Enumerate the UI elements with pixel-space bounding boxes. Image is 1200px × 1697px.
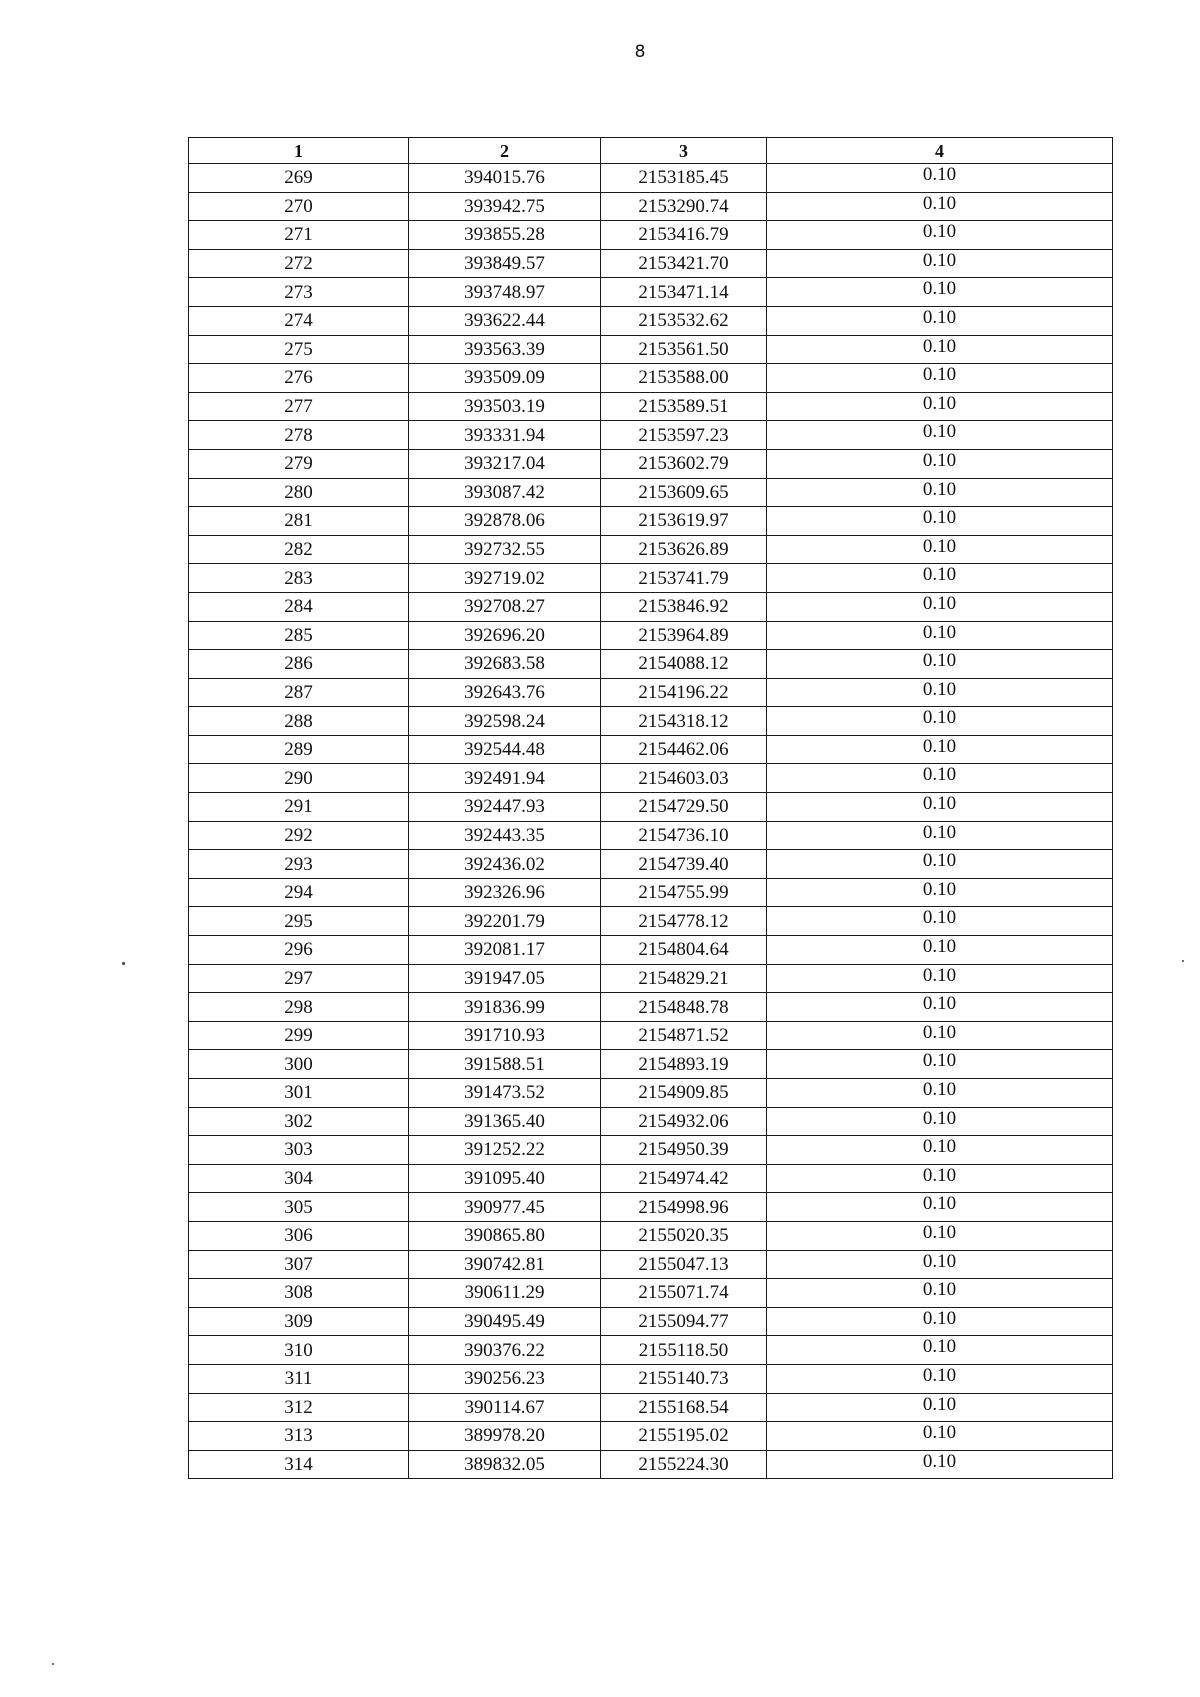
table-cell-col4: 0.10 xyxy=(767,678,1113,707)
table-cell-col2: 393622.44 xyxy=(409,306,601,335)
table-cell-col1: 269 xyxy=(189,164,409,193)
table-cell-col1: 290 xyxy=(189,764,409,793)
table-cell-col2: 389978.20 xyxy=(409,1422,601,1451)
table-row xyxy=(189,1393,1113,1422)
table-row xyxy=(189,221,1113,250)
table-row xyxy=(189,278,1113,307)
table-cell-col4: 0.10 xyxy=(767,735,1113,764)
table-cell-col4: 0.10 xyxy=(767,1279,1113,1308)
table-row xyxy=(189,249,1113,278)
table-row xyxy=(189,1107,1113,1136)
table-cell-col2: 391365.40 xyxy=(409,1107,601,1136)
table-cell-col4: 0.10 xyxy=(767,1021,1113,1050)
table-cell-col4: 0.10 xyxy=(767,392,1113,421)
table-row xyxy=(189,335,1113,364)
table-cell-col2: 390376.22 xyxy=(409,1336,601,1365)
table-cell-col1: 305 xyxy=(189,1193,409,1222)
table-row xyxy=(189,478,1113,507)
table-cell-col3: 2154974.42 xyxy=(601,1164,767,1193)
table-cell-col3: 2153185.45 xyxy=(601,164,767,193)
table-cell-col3: 2154462.06 xyxy=(601,735,767,764)
table-cell-col2: 393509.09 xyxy=(409,364,601,393)
table-row xyxy=(189,1193,1113,1222)
table-cell-col1: 295 xyxy=(189,907,409,936)
table-cell-col1: 304 xyxy=(189,1164,409,1193)
table-cell-col4: 0.10 xyxy=(767,564,1113,593)
table-cell-col1: 278 xyxy=(189,421,409,450)
table-cell-col4: 0.10 xyxy=(767,535,1113,564)
table-cell-col4: 0.10 xyxy=(767,707,1113,736)
table-row xyxy=(189,878,1113,907)
table-cell-col1: 314 xyxy=(189,1450,409,1479)
table-cell-col1: 313 xyxy=(189,1422,409,1451)
table-cell-col1: 275 xyxy=(189,335,409,364)
table-cell-col2: 391947.05 xyxy=(409,964,601,993)
table-cell-col4: 0.10 xyxy=(767,192,1113,221)
table-cell-col2: 390977.45 xyxy=(409,1193,601,1222)
table-cell-col1: 286 xyxy=(189,650,409,679)
table-cell-col3: 2155047.13 xyxy=(601,1250,767,1279)
table-cell-col4: 0.10 xyxy=(767,793,1113,822)
table-cell-col1: 273 xyxy=(189,278,409,307)
table-row xyxy=(189,907,1113,936)
table-row xyxy=(189,392,1113,421)
table-cell-col1: 274 xyxy=(189,306,409,335)
table-cell-col2: 390256.23 xyxy=(409,1364,601,1393)
table-cell-col1: 284 xyxy=(189,592,409,621)
table-cell-col3: 2153964.89 xyxy=(601,621,767,650)
table-cell-col1: 288 xyxy=(189,707,409,736)
table-cell-col4: 0.10 xyxy=(767,907,1113,936)
table-cell-col3: 2154778.12 xyxy=(601,907,767,936)
table-cell-col1: 272 xyxy=(189,249,409,278)
table-cell-col3: 2154950.39 xyxy=(601,1136,767,1165)
table-cell-col4: 0.10 xyxy=(767,1136,1113,1165)
table-cell-col4: 0.10 xyxy=(767,1364,1113,1393)
table-row xyxy=(189,964,1113,993)
table-cell-col2: 392708.27 xyxy=(409,592,601,621)
table-cell-col1: 289 xyxy=(189,735,409,764)
table-cell-col3: 2153421.70 xyxy=(601,249,767,278)
table-cell-col2: 393748.97 xyxy=(409,278,601,307)
table-cell-col3: 2155195.02 xyxy=(601,1422,767,1451)
column-header-1: 1 xyxy=(189,138,409,164)
table-header-row xyxy=(189,138,1113,164)
table-cell-col4: 0.10 xyxy=(767,1193,1113,1222)
table-cell-col3: 2153416.79 xyxy=(601,221,767,250)
table-cell-col4: 0.10 xyxy=(767,592,1113,621)
table-cell-col4: 0.10 xyxy=(767,650,1113,679)
table-row xyxy=(189,707,1113,736)
table-cell-col1: 282 xyxy=(189,535,409,564)
column-header-2: 2 xyxy=(409,138,601,164)
coordinates-table xyxy=(188,137,1113,1479)
table-cell-col1: 308 xyxy=(189,1279,409,1308)
table-cell-col1: 300 xyxy=(189,1050,409,1079)
table-cell-col2: 394015.76 xyxy=(409,164,601,193)
table-cell-col4: 0.10 xyxy=(767,1221,1113,1250)
table-cell-col2: 392683.58 xyxy=(409,650,601,679)
table-cell-col4: 0.10 xyxy=(767,821,1113,850)
table-cell-col3: 2154804.64 xyxy=(601,936,767,965)
table-cell-col3: 2155168.54 xyxy=(601,1393,767,1422)
table-cell-col1: 312 xyxy=(189,1393,409,1422)
table-cell-col1: 311 xyxy=(189,1364,409,1393)
table-cell-col3: 2153589.51 xyxy=(601,392,767,421)
table-row xyxy=(189,535,1113,564)
table-cell-col2: 393217.04 xyxy=(409,449,601,478)
table-cell-col3: 2154932.06 xyxy=(601,1107,767,1136)
table-cell-col3: 2154736.10 xyxy=(601,821,767,850)
table-body xyxy=(189,164,1113,1479)
table-cell-col4: 0.10 xyxy=(767,335,1113,364)
table-cell-col3: 2154729.50 xyxy=(601,793,767,822)
page-number: 8 xyxy=(634,42,646,62)
table-cell-col3: 2154088.12 xyxy=(601,650,767,679)
table-cell-col4: 0.10 xyxy=(767,1050,1113,1079)
table-row xyxy=(189,936,1113,965)
table-row xyxy=(189,1336,1113,1365)
table-row xyxy=(189,850,1113,879)
table-cell-col2: 392544.48 xyxy=(409,735,601,764)
table-cell-col1: 271 xyxy=(189,221,409,250)
table-cell-col4: 0.10 xyxy=(767,993,1113,1022)
table-cell-col4: 0.10 xyxy=(767,1250,1113,1279)
table-cell-col3: 2154998.96 xyxy=(601,1193,767,1222)
table-cell-col4: 0.10 xyxy=(767,306,1113,335)
table-cell-col3: 2154893.19 xyxy=(601,1050,767,1079)
table-cell-col3: 2154829.21 xyxy=(601,964,767,993)
table-cell-col3: 2155140.73 xyxy=(601,1364,767,1393)
table-cell-col4: 0.10 xyxy=(767,1393,1113,1422)
table-cell-col4: 0.10 xyxy=(767,1079,1113,1108)
table-cell-col4: 0.10 xyxy=(767,1450,1113,1479)
table-cell-col2: 392201.79 xyxy=(409,907,601,936)
table-row xyxy=(189,1050,1113,1079)
table-cell-col1: 309 xyxy=(189,1307,409,1336)
table-cell-col2: 393563.39 xyxy=(409,335,601,364)
table-row xyxy=(189,764,1113,793)
table-cell-col2: 390114.67 xyxy=(409,1393,601,1422)
table-row xyxy=(189,793,1113,822)
table-cell-col3: 2155020.35 xyxy=(601,1221,767,1250)
table-cell-col1: 306 xyxy=(189,1221,409,1250)
table-cell-col3: 2154603.03 xyxy=(601,764,767,793)
table-row xyxy=(189,164,1113,193)
table-cell-col2: 392491.94 xyxy=(409,764,601,793)
table-row xyxy=(189,449,1113,478)
table-row xyxy=(189,306,1113,335)
table-row xyxy=(189,1079,1113,1108)
table-cell-col1: 281 xyxy=(189,507,409,536)
table-cell-col2: 392643.76 xyxy=(409,678,601,707)
table-row xyxy=(189,1250,1113,1279)
table-cell-col2: 391473.52 xyxy=(409,1079,601,1108)
table-cell-col1: 297 xyxy=(189,964,409,993)
table-row xyxy=(189,1422,1113,1451)
table-cell-col3: 2153471.14 xyxy=(601,278,767,307)
table-cell-col4: 0.10 xyxy=(767,1336,1113,1365)
table-cell-col3: 2153609.65 xyxy=(601,478,767,507)
table-row xyxy=(189,1221,1113,1250)
table-cell-col1: 283 xyxy=(189,564,409,593)
scan-speck xyxy=(52,1663,54,1665)
table-cell-col3: 2153602.79 xyxy=(601,449,767,478)
table-row xyxy=(189,621,1113,650)
table-cell-col4: 0.10 xyxy=(767,478,1113,507)
table-cell-col3: 2154755.99 xyxy=(601,878,767,907)
table-row xyxy=(189,592,1113,621)
table-cell-col2: 391095.40 xyxy=(409,1164,601,1193)
table-cell-col2: 391588.51 xyxy=(409,1050,601,1079)
table-cell-col1: 292 xyxy=(189,821,409,850)
table-cell-col2: 393331.94 xyxy=(409,421,601,450)
table-cell-col1: 280 xyxy=(189,478,409,507)
table-cell-col2: 391252.22 xyxy=(409,1136,601,1165)
table-cell-col2: 392443.35 xyxy=(409,821,601,850)
table-row xyxy=(189,1279,1113,1308)
table-cell-col1: 294 xyxy=(189,878,409,907)
table-cell-col2: 393849.57 xyxy=(409,249,601,278)
table-cell-col4: 0.10 xyxy=(767,364,1113,393)
table-cell-col3: 2153626.89 xyxy=(601,535,767,564)
table-cell-col3: 2154848.78 xyxy=(601,993,767,1022)
table-cell-col4: 0.10 xyxy=(767,764,1113,793)
table-cell-col3: 2153532.62 xyxy=(601,306,767,335)
table-cell-col4: 0.10 xyxy=(767,221,1113,250)
table-cell-col1: 296 xyxy=(189,936,409,965)
table-cell-col1: 299 xyxy=(189,1021,409,1050)
table-row xyxy=(189,735,1113,764)
table-cell-col2: 392447.93 xyxy=(409,793,601,822)
table-cell-col1: 298 xyxy=(189,993,409,1022)
table-cell-col2: 393942.75 xyxy=(409,192,601,221)
table-cell-col1: 307 xyxy=(189,1250,409,1279)
table-cell-col2: 392436.02 xyxy=(409,850,601,879)
table-row xyxy=(189,192,1113,221)
table-row xyxy=(189,821,1113,850)
table-cell-col2: 392696.20 xyxy=(409,621,601,650)
table-cell-col2: 390742.81 xyxy=(409,1250,601,1279)
table-cell-col3: 2155118.50 xyxy=(601,1336,767,1365)
table-cell-col2: 390495.49 xyxy=(409,1307,601,1336)
table-cell-col3: 2154739.40 xyxy=(601,850,767,879)
table-cell-col3: 2154871.52 xyxy=(601,1021,767,1050)
table-cell-col4: 0.10 xyxy=(767,964,1113,993)
table-cell-col4: 0.10 xyxy=(767,1307,1113,1336)
table-cell-col2: 390865.80 xyxy=(409,1221,601,1250)
table-cell-col3: 2153741.79 xyxy=(601,564,767,593)
table-cell-col1: 285 xyxy=(189,621,409,650)
table-cell-col1: 291 xyxy=(189,793,409,822)
table-cell-col4: 0.10 xyxy=(767,1422,1113,1451)
table-cell-col2: 393087.42 xyxy=(409,478,601,507)
table-cell-col4: 0.10 xyxy=(767,621,1113,650)
table-cell-col1: 293 xyxy=(189,850,409,879)
table-cell-col1: 301 xyxy=(189,1079,409,1108)
table-row xyxy=(189,564,1113,593)
scan-speck xyxy=(122,962,125,965)
table-cell-col4: 0.10 xyxy=(767,878,1113,907)
table-cell-col4: 0.10 xyxy=(767,850,1113,879)
table-cell-col1: 303 xyxy=(189,1136,409,1165)
table-cell-col4: 0.10 xyxy=(767,507,1113,536)
table-cell-col2: 392732.55 xyxy=(409,535,601,564)
table-row xyxy=(189,1021,1113,1050)
table-cell-col4: 0.10 xyxy=(767,936,1113,965)
table-row xyxy=(189,993,1113,1022)
table-cell-col3: 2154318.12 xyxy=(601,707,767,736)
table-cell-col4: 0.10 xyxy=(767,421,1113,450)
table-cell-col1: 277 xyxy=(189,392,409,421)
table-cell-col2: 392081.17 xyxy=(409,936,601,965)
table-row xyxy=(189,507,1113,536)
column-header-3: 3 xyxy=(601,138,767,164)
table-cell-col1: 276 xyxy=(189,364,409,393)
table-cell-col4: 0.10 xyxy=(767,1164,1113,1193)
table-row xyxy=(189,678,1113,707)
table-cell-col3: 2153619.97 xyxy=(601,507,767,536)
table-row xyxy=(189,421,1113,450)
table-cell-col2: 391836.99 xyxy=(409,993,601,1022)
scan-speck xyxy=(1182,960,1184,962)
table-cell-col3: 2155224.30 xyxy=(601,1450,767,1479)
table-cell-col2: 392598.24 xyxy=(409,707,601,736)
table-cell-col1: 302 xyxy=(189,1107,409,1136)
table-cell-col3: 2155094.77 xyxy=(601,1307,767,1336)
table-cell-col4: 0.10 xyxy=(767,164,1113,193)
table-cell-col3: 2154196.22 xyxy=(601,678,767,707)
table-cell-col2: 393855.28 xyxy=(409,221,601,250)
table-cell-col3: 2153588.00 xyxy=(601,364,767,393)
table-cell-col1: 270 xyxy=(189,192,409,221)
table-row xyxy=(189,1307,1113,1336)
table-cell-col4: 0.10 xyxy=(767,249,1113,278)
table-cell-col2: 392719.02 xyxy=(409,564,601,593)
table-row xyxy=(189,650,1113,679)
table-row xyxy=(189,1164,1113,1193)
table-cell-col3: 2155071.74 xyxy=(601,1279,767,1308)
table-row xyxy=(189,1450,1113,1479)
table-cell-col2: 390611.29 xyxy=(409,1279,601,1308)
table-cell-col1: 310 xyxy=(189,1336,409,1365)
table-cell-col4: 0.10 xyxy=(767,1107,1113,1136)
table-cell-col3: 2153597.23 xyxy=(601,421,767,450)
table-row xyxy=(189,1136,1113,1165)
table-cell-col2: 393503.19 xyxy=(409,392,601,421)
table-cell-col3: 2153290.74 xyxy=(601,192,767,221)
table-row xyxy=(189,1364,1113,1393)
table-cell-col2: 391710.93 xyxy=(409,1021,601,1050)
table-cell-col4: 0.10 xyxy=(767,449,1113,478)
table-cell-col3: 2153846.92 xyxy=(601,592,767,621)
table-cell-col2: 392326.96 xyxy=(409,878,601,907)
table-cell-col4: 0.10 xyxy=(767,278,1113,307)
table-cell-col2: 389832.05 xyxy=(409,1450,601,1479)
table-cell-col2: 392878.06 xyxy=(409,507,601,536)
table-row xyxy=(189,364,1113,393)
table-cell-col3: 2154909.85 xyxy=(601,1079,767,1108)
table-cell-col1: 279 xyxy=(189,449,409,478)
table-cell-col3: 2153561.50 xyxy=(601,335,767,364)
table-cell-col1: 287 xyxy=(189,678,409,707)
column-header-4: 4 xyxy=(767,138,1113,164)
